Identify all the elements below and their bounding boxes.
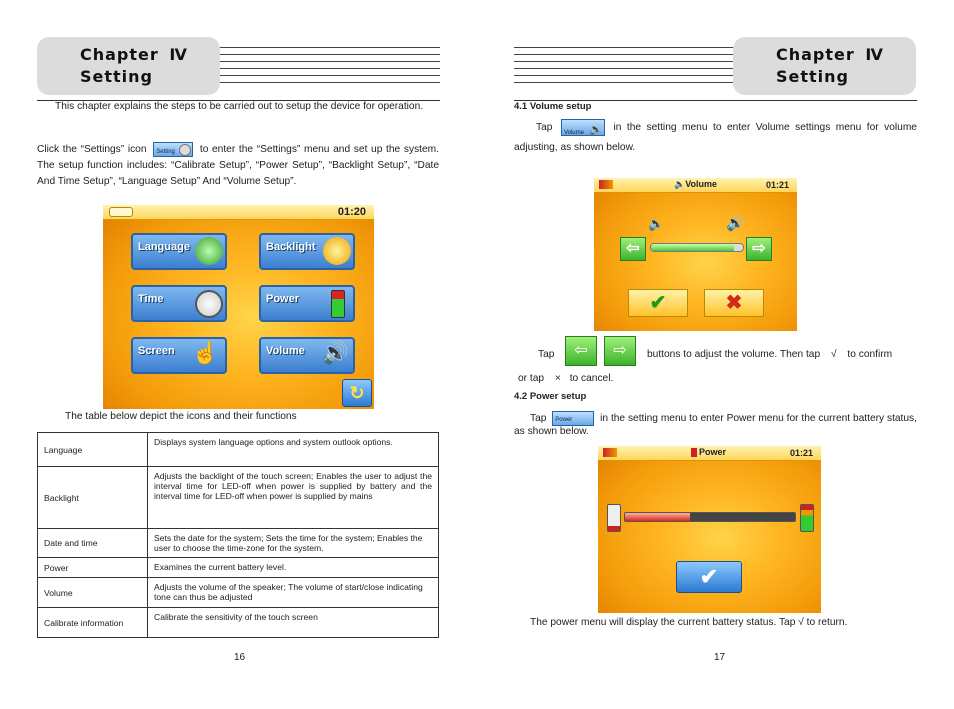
- tile-backlight[interactable]: [259, 233, 355, 270]
- lightbulb-icon: [323, 237, 351, 265]
- chapter-label: Chapter: [80, 45, 159, 64]
- power-tap: Tap: [530, 413, 547, 425]
- chapter-title: [776, 44, 884, 88]
- settings-menu-screenshot: [103, 205, 374, 409]
- battery-level-fill: [625, 513, 690, 521]
- adjust-text: buttons to adjust the volume. Then tap √ to confirm: [647, 349, 893, 360]
- volume-slider-fill: [651, 244, 734, 251]
- table-cell-name: Calibrate information: [38, 608, 148, 638]
- arrow-left-icon: ⇦: [565, 336, 597, 366]
- table-row: [38, 558, 439, 578]
- gear-icon: [179, 144, 191, 156]
- tile-volume[interactable]: [259, 337, 355, 374]
- screen-title: 🔈Volume: [674, 179, 718, 189]
- tile-label: Backlight: [266, 241, 316, 253]
- return-arrow-icon[interactable]: ↻: [342, 379, 372, 407]
- volume-slider-track[interactable]: [650, 243, 744, 252]
- table-cell-name: Volume: [38, 578, 148, 608]
- tile-power[interactable]: [259, 285, 355, 322]
- power-settings-icon: Power: [552, 411, 594, 426]
- screen-clock: 01:20: [337, 206, 366, 218]
- screen-clock: 01:21: [789, 448, 813, 458]
- table-cell-desc: Sets the date for the system; Sets the time for the system; Enables the user to choose the time-zone for the system.: [148, 529, 439, 558]
- table-cell-name: Date and time: [38, 529, 148, 558]
- power-heading: 4.2 Power setup: [514, 391, 587, 402]
- table-row: [38, 608, 439, 638]
- volume-text: in the setting menu to enter Volume settings menu for volume adjusting, as shown below.: [514, 122, 917, 153]
- settings-paragraph: [37, 142, 439, 190]
- battery-status-icon: [603, 448, 617, 457]
- check-icon: √: [830, 349, 837, 360]
- confirm-button[interactable]: ✔: [628, 289, 688, 317]
- volume-screen-screenshot: [594, 178, 797, 331]
- speaker-icon: 🔊: [321, 340, 349, 365]
- tile-label: Screen: [138, 345, 175, 357]
- chapter-header-left: [37, 37, 220, 95]
- tile-label: Power: [266, 293, 300, 305]
- table-cell-name: Language: [38, 433, 148, 467]
- table-cell-desc: Adjusts the volume of the speaker; The volume of start/close indicating tone can thus be adjusted: [148, 578, 439, 608]
- volume-down-button[interactable]: ⇦: [620, 237, 646, 261]
- table-cell-name: Power: [38, 558, 148, 578]
- page-number-left: 16: [234, 652, 246, 663]
- screen-title: Power: [691, 447, 726, 457]
- battery-level-bar: [624, 512, 796, 522]
- table-cell-desc: Examines the current battery level.: [148, 558, 439, 578]
- chapter-title: [80, 44, 188, 88]
- cross-icon: ×: [554, 373, 561, 384]
- status-bar: [598, 446, 821, 461]
- battery-status-icon: [599, 180, 613, 189]
- table-row: [38, 578, 439, 608]
- volume-heading: 4.1 Volume setup: [514, 101, 592, 112]
- speaker-icon: 🔊: [589, 123, 603, 136]
- chapter-subtitle: Setting: [80, 67, 153, 86]
- intro-paragraph: This chapter explains the steps to be carried out to setup the device for operation.: [55, 101, 424, 112]
- arrow-right-icon: ⇨: [604, 336, 636, 366]
- return-confirm-button[interactable]: ✔: [676, 561, 742, 593]
- table-row: [38, 529, 439, 558]
- tile-language[interactable]: [131, 233, 227, 270]
- full-battery-icon: [800, 504, 814, 532]
- page-number-right: 17: [714, 652, 726, 663]
- function-table: [37, 432, 439, 638]
- volume-settings-icon: Volume 🔊: [561, 119, 605, 136]
- volume-up-button[interactable]: ⇨: [746, 237, 772, 261]
- volume-tap: Tap: [536, 122, 553, 133]
- table-cell-desc: Displays system language options and system outlook options.: [148, 433, 439, 467]
- table-cell-desc: Calibrate the sensitivity of the touch screen: [148, 608, 439, 638]
- speaker-icon: 🔈: [674, 179, 686, 189]
- power-footer: The power menu will display the current battery status. Tap √ to return.: [530, 617, 848, 628]
- loud-speaker-icon: 🔊: [726, 215, 745, 232]
- settings-text-before: Click the “Settings” icon: [37, 144, 147, 156]
- power-paragraph: [514, 411, 917, 438]
- status-bar: [103, 205, 374, 220]
- table-cell-name: Backlight: [38, 467, 148, 529]
- table-cell-desc: Adjusts the backlight of the touch screen; Enables the user to adjust the interval time for LED-off when power is supplied by battery and the interval time for LED-off when power is supplied by mains: [148, 467, 439, 529]
- header-rule-stripes: [220, 47, 440, 83]
- tile-screen[interactable]: [131, 337, 227, 374]
- screen-clock: 01:21: [765, 180, 789, 190]
- header-rule-stripes: [514, 47, 734, 83]
- language-icon: [195, 237, 223, 265]
- volume-paragraph: [514, 118, 917, 158]
- tile-label: Time: [138, 293, 164, 305]
- power-screen-screenshot: [598, 446, 821, 613]
- clock-icon: [195, 290, 223, 318]
- chapter-number: Ⅳ: [865, 45, 884, 64]
- power-text: in the setting menu to enter Power menu for the current battery status, as shown below.: [514, 413, 917, 437]
- status-bar: [594, 178, 797, 193]
- screen-menu-tab: [109, 207, 133, 217]
- mute-speaker-icon: 🔈: [648, 216, 665, 231]
- table-row: [38, 433, 439, 467]
- empty-battery-icon: [607, 504, 621, 532]
- chapter-header-right: [733, 37, 916, 95]
- chapter-number: Ⅳ: [169, 45, 188, 64]
- table-intro: The table below depict the icons and their functions: [65, 411, 297, 422]
- table-row: [38, 467, 439, 529]
- adjust-tap: Tap: [538, 349, 555, 360]
- settings-text-after: to enter the “Settings” menu and set up the system. The setup function includes: “Calibrate Setup”, “Power Setup”, “Backlight Setup”, “Date And Time Setup”, “Language Setup” And “Volume Setup”.: [37, 144, 439, 188]
- hand-pointer-icon: ☝: [191, 340, 219, 365]
- chapter-label: Chapter: [776, 45, 855, 64]
- cancel-button[interactable]: ✖: [704, 289, 764, 317]
- cancel-instruction: or tap × to cancel.: [518, 373, 614, 384]
- settings-icon: Setting: [153, 142, 193, 157]
- tile-label: Language: [138, 241, 190, 253]
- battery-icon: [691, 448, 697, 457]
- battery-icon: [331, 290, 345, 318]
- tile-time[interactable]: [131, 285, 227, 322]
- chapter-subtitle: Setting: [776, 67, 849, 86]
- tile-label: Volume: [266, 345, 305, 357]
